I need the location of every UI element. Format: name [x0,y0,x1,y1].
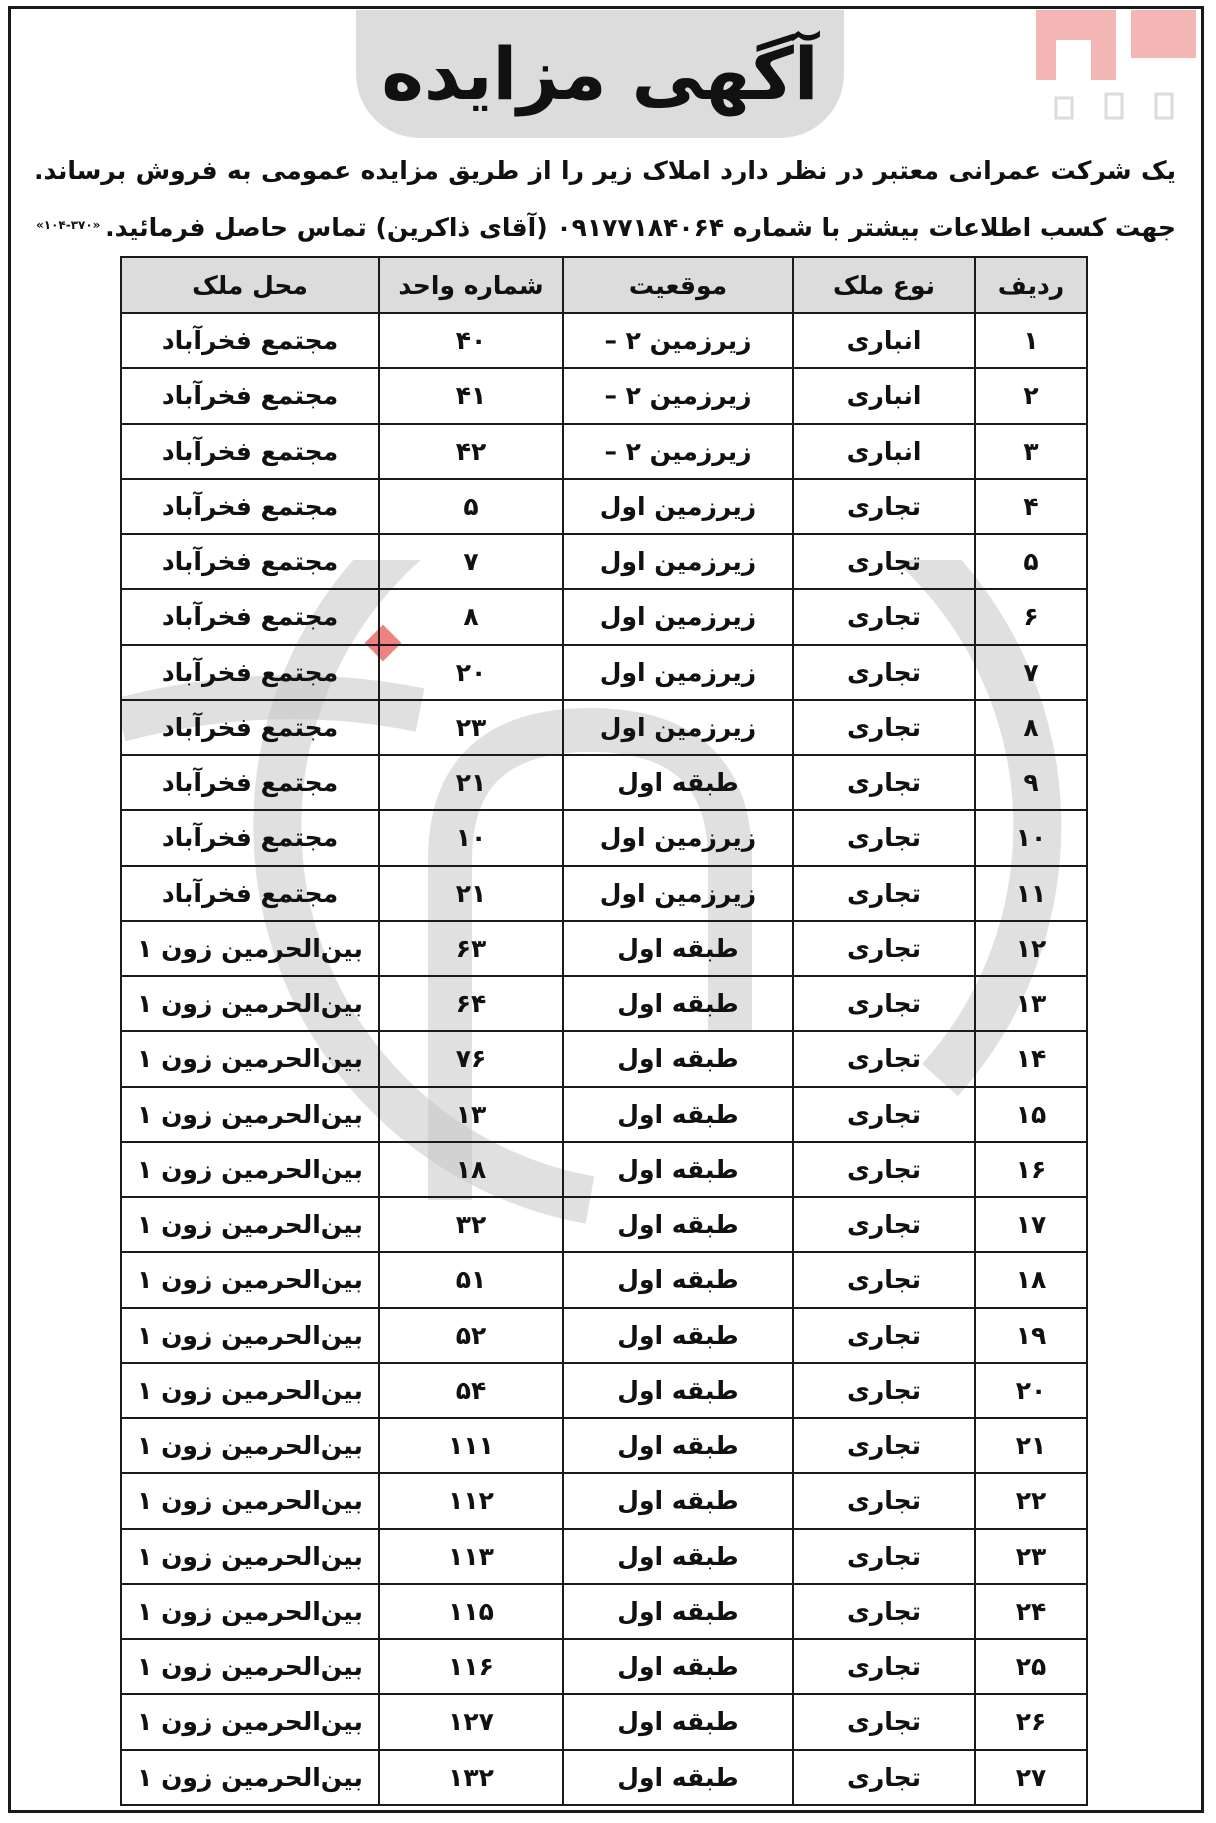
unit-number-cell: ۷ [379,534,563,589]
row-number-cell: ۱۳ [975,976,1087,1031]
location-cell: زیرزمین ۲ – [563,424,793,479]
property-place-cell: مجتمع فخرآباد [121,810,379,865]
property-place-cell: بین‌الحرمین زون ۱ [121,1308,379,1363]
property-place-cell: مجتمع فخرآباد [121,589,379,644]
property-type-cell: تجاری [793,866,975,921]
property-type-cell: تجاری [793,1308,975,1363]
location-cell: طبقه اول [563,1418,793,1473]
property-type-cell: تجاری [793,1031,975,1086]
unit-number-cell: ۴۰ [379,313,563,368]
property-place-cell: مجتمع فخرآباد [121,313,379,368]
property-type-cell: تجاری [793,1529,975,1584]
row-number-cell: ۲۶ [975,1694,1087,1749]
property-place-cell: مجتمع فخرآباد [121,645,379,700]
unit-number-cell: ۶۳ [379,921,563,976]
title-banner [356,10,844,138]
property-place-cell: مجتمع فخرآباد [121,534,379,589]
location-cell: طبقه اول [563,1031,793,1086]
location-cell: طبقه اول [563,1750,793,1806]
row-number-cell: ۱۰ [975,810,1087,865]
col-header-row-number: ردیف [975,257,1087,313]
property-place-cell: بین‌الحرمین زون ۱ [121,1142,379,1197]
location-cell: زیرزمین اول [563,866,793,921]
property-place-cell: بین‌الحرمین زون ۱ [121,1529,379,1584]
unit-number-cell: ۲۰ [379,645,563,700]
location-cell: طبقه اول [563,1473,793,1528]
location-cell: طبقه اول [563,1529,793,1584]
row-number-cell: ۳ [975,424,1087,479]
unit-number-cell: ۵۴ [379,1363,563,1418]
property-type-cell: تجاری [793,1087,975,1142]
property-place-cell: بین‌الحرمین زون ۱ [121,1750,379,1806]
row-number-cell: ۵ [975,534,1087,589]
table-row [121,479,1087,534]
property-place-cell: مجتمع فخرآباد [121,479,379,534]
unit-number-cell: ۱۱۵ [379,1584,563,1639]
property-type-cell: تجاری [793,479,975,534]
table-row [121,645,1087,700]
row-number-cell: ۹ [975,755,1087,810]
location-cell: طبقه اول [563,1142,793,1197]
property-type-cell: تجاری [793,1694,975,1749]
property-type-cell: انباری [793,424,975,479]
unit-number-cell: ۱۱۲ [379,1473,563,1528]
property-type-cell: تجاری [793,976,975,1031]
location-cell: زیرزمین ۲ – [563,368,793,423]
table-row [121,700,1087,755]
row-number-cell: ۱۴ [975,1031,1087,1086]
unit-number-cell: ۵۲ [379,1308,563,1363]
table-row [121,921,1087,976]
property-type-cell: تجاری [793,1473,975,1528]
row-number-cell: ۲۳ [975,1529,1087,1584]
row-number-cell: ۲۲ [975,1473,1087,1528]
table-row [121,810,1087,865]
intro-paragraph: یک شرکت عمرانی معتبر در نظر دارد املاک زیر را از طریق مزایده عمومی به فروش برساند. جهت کسب اطلاعات بیشتر با شماره ۰۹۱۷۷۱۸۴۰۶۴ (آقای ذاکرین) تماس حاصل فرمائید. [34,156,1176,242]
property-place-cell: بین‌الحرمین زون ۱ [121,1087,379,1142]
unit-number-cell: ۳۲ [379,1197,563,1252]
table-row [121,1252,1087,1307]
location-cell: زیرزمین اول [563,810,793,865]
unit-number-cell: ۱۱۱ [379,1418,563,1473]
location-cell: زیرزمین اول [563,479,793,534]
row-number-cell: ۲۵ [975,1639,1087,1694]
unit-number-cell: ۵۱ [379,1252,563,1307]
table-row [121,1031,1087,1086]
location-cell: طبقه اول [563,1308,793,1363]
table-row [121,755,1087,810]
property-type-cell: تجاری [793,589,975,644]
page-title: آگهی مزایده [381,32,819,116]
table-row [121,1363,1087,1418]
row-number-cell: ۱ [975,313,1087,368]
property-type-cell: تجاری [793,755,975,810]
table-row [121,424,1087,479]
unit-number-cell: ۲۱ [379,755,563,810]
col-header-property-place: محل ملک [121,257,379,313]
row-number-cell: ۱۹ [975,1308,1087,1363]
property-type-cell: تجاری [793,1252,975,1307]
table-row [121,1529,1087,1584]
newspaper-logo-corner [996,10,1196,128]
property-place-cell: مجتمع فخرآباد [121,700,379,755]
row-number-cell: ۱۶ [975,1142,1087,1197]
unit-number-cell: ۴۱ [379,368,563,423]
unit-number-cell: ۶۴ [379,976,563,1031]
table-row [121,1639,1087,1694]
property-place-cell: بین‌الحرمین زون ۱ [121,1584,379,1639]
table-row [121,1694,1087,1749]
location-cell: طبقه اول [563,1584,793,1639]
property-place-cell: بین‌الحرمین زون ۱ [121,1694,379,1749]
auction-table [120,256,1088,1806]
location-cell: طبقه اول [563,1639,793,1694]
row-number-cell: ۱۷ [975,1197,1087,1252]
ad-code: «۱۰۴-۳۷۰» [36,218,101,232]
table-row [121,1418,1087,1473]
location-cell: زیرزمین اول [563,589,793,644]
location-cell: زیرزمین ۲ – [563,313,793,368]
property-type-cell: تجاری [793,1142,975,1197]
property-place-cell: بین‌الحرمین زون ۱ [121,1031,379,1086]
property-place-cell: مجتمع فخرآباد [121,368,379,423]
property-type-cell: تجاری [793,1584,975,1639]
table-row [121,866,1087,921]
col-header-unit-number: شماره واحد [379,257,563,313]
row-number-cell: ۲۷ [975,1750,1087,1806]
location-cell: طبقه اول [563,1087,793,1142]
property-type-cell: تجاری [793,1418,975,1473]
location-cell: طبقه اول [563,755,793,810]
row-number-cell: ۲۱ [975,1418,1087,1473]
location-cell: طبقه اول [563,1197,793,1252]
table-row [121,976,1087,1031]
row-number-cell: ۲۰ [975,1363,1087,1418]
property-place-cell: بین‌الحرمین زون ۱ [121,1418,379,1473]
table-row [121,1308,1087,1363]
table-row [121,313,1087,368]
property-type-cell: انباری [793,313,975,368]
unit-number-cell: ۷۶ [379,1031,563,1086]
table-row [121,1750,1087,1806]
table-header-row [121,257,1087,313]
row-number-cell: ۱۱ [975,866,1087,921]
row-number-cell: ۲ [975,368,1087,423]
row-number-cell: ۷ [975,645,1087,700]
property-type-cell: تجاری [793,921,975,976]
unit-number-cell: ۲۳ [379,700,563,755]
property-place-cell: بین‌الحرمین زون ۱ [121,1197,379,1252]
unit-number-cell: ۵ [379,479,563,534]
location-cell: طبقه اول [563,1694,793,1749]
unit-number-cell: ۱۳ [379,1087,563,1142]
unit-number-cell: ۴۲ [379,424,563,479]
property-type-cell: تجاری [793,1639,975,1694]
property-type-cell: تجاری [793,1197,975,1252]
unit-number-cell: ۱۳۲ [379,1750,563,1806]
property-type-cell: تجاری [793,1750,975,1806]
table-row [121,589,1087,644]
unit-number-cell: ۱۰ [379,810,563,865]
table-row [121,1473,1087,1528]
col-header-location: موقعیت [563,257,793,313]
property-type-cell: تجاری [793,700,975,755]
row-number-cell: ۸ [975,700,1087,755]
unit-number-cell: ۱۱۶ [379,1639,563,1694]
location-cell: طبقه اول [563,1252,793,1307]
property-place-cell: بین‌الحرمین زون ۱ [121,921,379,976]
property-place-cell: بین‌الحرمین زون ۱ [121,1252,379,1307]
unit-number-cell: ۱۸ [379,1142,563,1197]
property-place-cell: بین‌الحرمین زون ۱ [121,976,379,1031]
table-row [121,534,1087,589]
row-number-cell: ۴ [975,479,1087,534]
property-place-cell: بین‌الحرمین زون ۱ [121,1639,379,1694]
table-row [121,1584,1087,1639]
property-place-cell: بین‌الحرمین زون ۱ [121,1473,379,1528]
table-row [121,368,1087,423]
table-row [121,1142,1087,1197]
unit-number-cell: ۲۱ [379,866,563,921]
property-place-cell: بین‌الحرمین زون ۱ [121,1363,379,1418]
property-type-cell: انباری [793,368,975,423]
col-header-property-type: نوع ملک [793,257,975,313]
table-row [121,1087,1087,1142]
location-cell: طبقه اول [563,921,793,976]
property-place-cell: مجتمع فخرآباد [121,866,379,921]
row-number-cell: ۲۴ [975,1584,1087,1639]
location-cell: زیرزمین اول [563,534,793,589]
unit-number-cell: ۱۲۷ [379,1694,563,1749]
property-type-cell: تجاری [793,1363,975,1418]
row-number-cell: ۶ [975,589,1087,644]
location-cell: زیرزمین اول [563,700,793,755]
location-cell: طبقه اول [563,976,793,1031]
table-row [121,1197,1087,1252]
row-number-cell: ۱۲ [975,921,1087,976]
property-place-cell: مجتمع فخرآباد [121,424,379,479]
property-type-cell: تجاری [793,534,975,589]
row-number-cell: ۱۸ [975,1252,1087,1307]
row-number-cell: ۱۵ [975,1087,1087,1142]
unit-number-cell: ۱۱۳ [379,1529,563,1584]
property-type-cell: تجاری [793,645,975,700]
property-type-cell: تجاری [793,810,975,865]
location-cell: طبقه اول [563,1363,793,1418]
unit-number-cell: ۸ [379,589,563,644]
property-place-cell: مجتمع فخرآباد [121,755,379,810]
location-cell: زیرزمین اول [563,645,793,700]
